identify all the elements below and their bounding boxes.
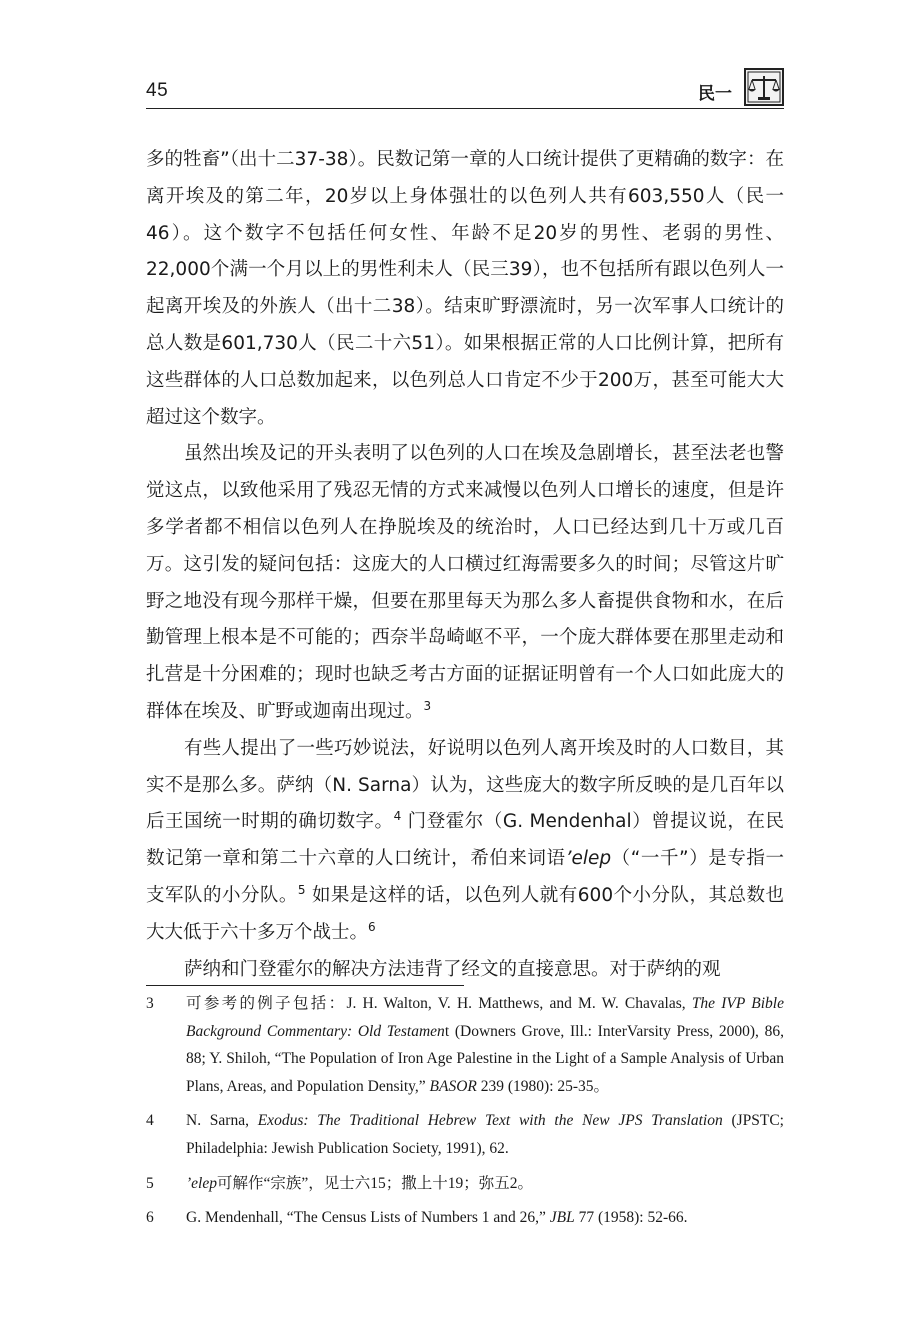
footnote-number: 5 xyxy=(146,1174,154,1192)
paragraph-2 xyxy=(146,436,784,730)
paragraph-1 xyxy=(146,142,784,436)
footnote-text xyxy=(186,1170,784,1198)
paragraph-3-text-c: （“一千”）是专指一支军队的小分队。 xyxy=(146,848,784,906)
running-head: 民一 xyxy=(698,84,732,104)
footnote-5 xyxy=(146,1170,784,1198)
footnote-ref-5[interactable]: 5 xyxy=(297,882,306,897)
footnote-3-journal: BASOR xyxy=(429,1077,477,1095)
page-header xyxy=(146,68,784,110)
paragraph-3-text-b: 门登霍尔（G. Mendenhal）曾提议说，在民数记第一章和第二十六章的人口统计，希伯来词语 xyxy=(146,811,784,870)
footnote-3-text-c: 239 (1980): 25-35。 xyxy=(476,1077,610,1095)
footnote-text xyxy=(186,990,784,1100)
footnote-4 xyxy=(146,1107,784,1162)
footnote-6 xyxy=(146,1204,784,1232)
footnote-ref-4[interactable]: 4 xyxy=(393,809,402,824)
body-text xyxy=(146,142,784,988)
footnote-3-title: The IVP Bible Background Commentary: Old Testamen xyxy=(186,995,784,1040)
scales-of-justice-icon xyxy=(744,68,784,106)
footnote-text xyxy=(186,1107,784,1162)
paragraph-3-text-d: 如果是这样的话，以色列人就有600个小分队，其总数也大大低于六十多万个战士。 xyxy=(146,884,784,943)
footnote-6-journal: JBL xyxy=(549,1209,575,1227)
footnote-4-text-a: N. Sarna, xyxy=(186,1112,258,1130)
footnote-text xyxy=(186,1204,784,1232)
header-rule xyxy=(146,108,784,109)
footnote-3-text-b: t (Downers Grove, Ill.: InterVarsity Press, 2000), 86, 88; Y. Shiloh, “The Population of Iron Age Palestine in the Light of a Sample Analysis of Urban Plans, Areas, and Population Density,” xyxy=(186,1022,784,1095)
footnote-rule xyxy=(146,985,464,986)
paragraph-3-text-a: 有些人提出了一些巧妙说法，好说明以色列人离开埃及时的人口数目，其实不是那么多。萨纳（N. Sarna）认为，这些庞大的数字所反映的是几百年以后王国统一时期的确切数字。 xyxy=(146,737,784,833)
footnote-3-text-a: 可参考的例子包括：J. H. Walton, V. H. Matthews, and M. W. Chavalas, xyxy=(186,995,692,1012)
footnote-3 xyxy=(146,990,784,1100)
footnote-5-text: 可解作“宗族”，见士六15；撒上十19；弥五2。 xyxy=(216,1174,533,1192)
footnotes xyxy=(146,990,784,1239)
footnote-4-text-b: (JPSTC; Philadelphia: Jewish Publication Society, 1991), 62. xyxy=(186,1112,784,1157)
footnote-4-title: Exodus: The Traditional Hebrew Text with the New JPS Translation xyxy=(257,1112,723,1130)
footnote-5-term: ’elep xyxy=(186,1174,217,1192)
paragraph-1-text: 多的牲畜”（出十二37-38）。民数记第一章的人口统计提供了更精确的数字：在离开埃及的第二年，20岁以上身体强壮的以色列人共有603,550人（民一46）。这个数字不包括任何女性、年龄不足20岁的男性、老弱的男性、22,000个满一个月以上的男性利未人（民三39），也不包括所有跟以色列人一起离开埃及的外族人（出十二38）。结束旷野漂流时，另一次军事人口统计的总人数是601,730人（民二十六51）。如果根据正常的人口比例计算，把所有这些群体的人口总数加起来，以色列总人口肯定不少于200万，甚至可能大大超过这个数字。 xyxy=(146,149,784,428)
paragraph-4-text: 萨纳和门登霍尔的解决方法违背了经文的直接意思。对于萨纳的观 xyxy=(184,958,721,980)
footnote-number: 4 xyxy=(146,1112,154,1130)
hebrew-term: ’elep xyxy=(565,848,612,870)
paragraph-4 xyxy=(146,952,784,989)
footnote-number: 3 xyxy=(146,995,154,1012)
footnote-number: 6 xyxy=(146,1209,154,1227)
footnote-ref-6[interactable]: 6 xyxy=(368,919,376,934)
footnote-ref-3[interactable]: 3 xyxy=(423,698,432,713)
footnote-6-text-a: G. Mendenhall, “The Census Lists of Numbers 1 and 26,” xyxy=(186,1209,550,1227)
page-number: 45 xyxy=(146,80,169,101)
paragraph-2-text: 虽然出埃及记的开头表明了以色列的人口在埃及急剧增长，甚至法老也警觉这点，以致他采用了残忍无情的方式来减慢以色列人口增长的速度，但是许多学者都不相信以色列人在挣脱埃及的统治时，人口已经达到几十万或几百万。这引发的疑问包括：这庞大的人口横过红海需要多久的时间；尽管这片旷野之地没有现今那样干燥，但要在那里每天为那么多人畜提供食物和水，在后勤管理上根本是不可能的；西奈半岛崎岖不平，一个庞大群体要在那里走动和扎营是十分困难的；现时也缺乏考古方面的证据证明曾有一个人口如此庞大的群体在埃及、旷野或迦南出现过。 xyxy=(146,443,784,722)
footnote-6-text-b: 77 (1958): 52-66. xyxy=(574,1209,688,1227)
paragraph-3 xyxy=(146,731,784,952)
